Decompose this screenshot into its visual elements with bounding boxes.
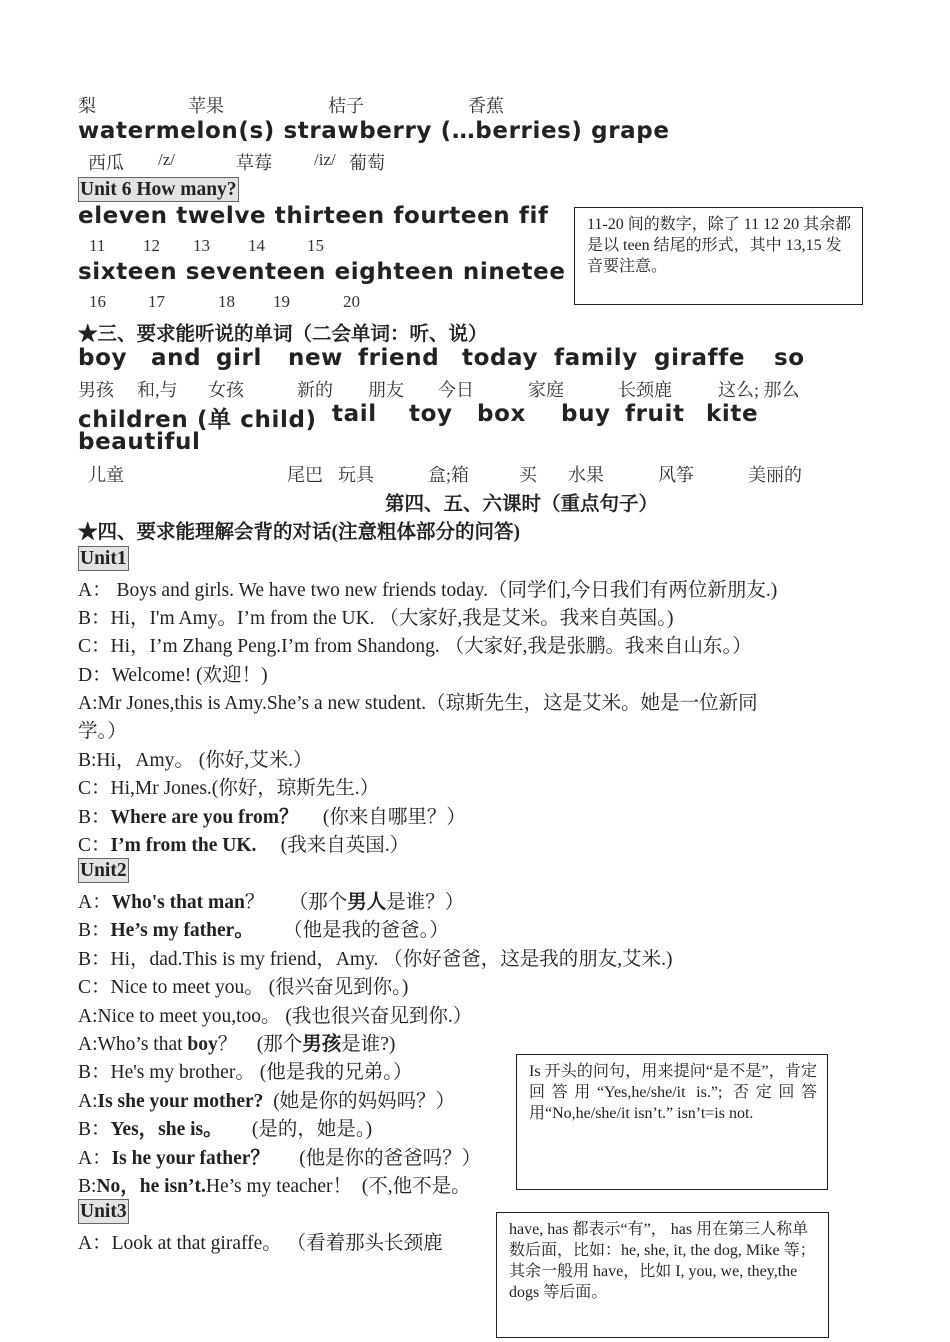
gloss-fruit: 水果	[568, 465, 604, 485]
word-friend: friend	[358, 345, 440, 371]
fruit-gloss-apple: 苹果	[188, 96, 224, 116]
unit2-l10-rest: (他是你的爸爸吗？）	[269, 1148, 482, 1169]
unit1-line-4: D：Welcome! (欢迎！)	[78, 665, 268, 686]
gloss-buy: 买	[519, 465, 537, 485]
word-box: box	[477, 401, 526, 427]
unit2-line-9	[78, 1113, 372, 1141]
unit1-answer-prefix: C：	[78, 835, 111, 856]
unit1-question-prefix: B：	[78, 807, 111, 828]
num-15: 15	[307, 236, 324, 255]
gloss-boy: 男孩	[78, 380, 114, 400]
word-giraffe: giraffe	[654, 345, 746, 371]
gloss-box: 盒;箱	[428, 465, 470, 485]
num-11: 11	[89, 236, 106, 255]
word-tail: tail	[332, 401, 377, 427]
unit2-l9-prefix: B：	[78, 1119, 111, 1140]
unit2-l6-rest2: 是谁?)	[341, 1034, 396, 1055]
gloss-so: 这么; 那么	[718, 380, 800, 400]
unit6-note-box: 11-20 间的数字，除了 11 12 20 其余都是以 teen 结尾的形式，其中 13,15 发音要注意。	[574, 207, 863, 305]
unit2-l8-rest: (她是你的妈妈吗？）	[263, 1091, 456, 1112]
unit1-line-2: B：Hi，I'm Amy。I’m from the UK. （大家好,我是艾米。我来自英国。)	[78, 608, 674, 629]
fruit-gloss-banana: 香蕉	[468, 96, 504, 116]
word-and: and	[151, 345, 202, 371]
fruit-gloss-orange: 桔子	[328, 96, 364, 116]
unit2-l6-bold2: 男孩	[302, 1034, 342, 1055]
gloss-tail: 尾巴	[287, 465, 323, 485]
gloss-toy: 玩具	[338, 465, 374, 485]
fruit-gloss-watermelon: 西瓜	[88, 153, 124, 173]
num-18: 18	[218, 292, 235, 311]
num-12: 12	[143, 236, 160, 255]
phonetic-iz: /iz/	[314, 150, 336, 169]
unit1-question-rest: (你来自哪里？）	[298, 807, 466, 828]
unit3-note-box: have, has 都表示“有”， has 用在第三人称单数后面，比如：he, she, it, the dog, Mike 等；其余一般用 have，比如 I, you, we, they,the dogs 等后面。	[496, 1212, 829, 1338]
unit1-label: Unit1	[80, 548, 127, 569]
word-today: today	[462, 345, 539, 371]
unit2-line-5: A:Nice to meet you,too。 (我也很兴奋见到你.）	[78, 1006, 473, 1027]
unit2-l1-rest: ？ （那个	[244, 892, 348, 913]
word-family: family	[554, 345, 638, 371]
unit2-l6-rest: ？ (那个	[217, 1034, 303, 1055]
unit2-l9-rest: (是的，她是。)	[222, 1119, 373, 1140]
lesson-title: 第四、五、六课时（重点句子）	[385, 494, 659, 515]
unit2-l8-bold: Is she your mother?	[97, 1091, 264, 1112]
num-13: 13	[193, 236, 210, 255]
unit1-line-5: A:Mr Jones,this is Amy.She’s a new student.（琼斯先生，这是艾米。她是一位新同	[78, 693, 758, 714]
unit2-l1-rest2: 是谁？）	[386, 892, 465, 913]
gloss-today: 今日	[438, 380, 474, 400]
unit2-l2-prefix: B：	[78, 920, 111, 941]
unit3-label: Unit3	[80, 1201, 127, 1222]
unit2-line-4: C：Nice to meet you。 (很兴奋见到你。)	[78, 977, 409, 998]
fruit-gloss-strawberry: 草莓	[236, 153, 272, 173]
num-14: 14	[248, 236, 265, 255]
gloss-friend: 朋友	[368, 380, 404, 400]
unit1-answer	[78, 829, 409, 857]
unit2-line-8	[78, 1085, 455, 1113]
fruit-gloss-grape: 葡萄	[349, 153, 385, 173]
fruit-words-line: watermelon(s) strawberry (…berries) grape	[78, 118, 670, 144]
word-buy: buy	[561, 401, 611, 427]
unit2-line-6	[78, 1028, 395, 1056]
gloss-kite: 风筝	[658, 465, 694, 485]
unit6-row2-words: sixteen seventeen eighteen ninetee	[78, 259, 566, 285]
section4-heading: ★四、要求能理解会背的对话(注意粗体部分的问答)	[78, 522, 520, 543]
unit2-line-3: B：Hi，dad.This is my friend，Amy. （你好爸爸，这是我的朋友,艾米.)	[78, 949, 673, 970]
num-16: 16	[89, 292, 106, 311]
unit2-l8-prefix: A:	[78, 1091, 98, 1112]
gloss-beautiful: 美丽的	[748, 465, 802, 485]
word-boy: boy	[78, 345, 128, 371]
unit2-l1-prefix: A：	[78, 892, 112, 913]
word-new: new	[288, 345, 344, 371]
num-19: 19	[273, 292, 290, 311]
unit2-line-11	[78, 1170, 471, 1198]
unit2-l6-bold: boy	[187, 1034, 218, 1055]
unit1-answer-rest: (我来自英国.）	[256, 835, 410, 856]
unit1-question-bold: Where are you from？	[110, 807, 299, 828]
unit2-l10-bold: Is he your father？	[111, 1148, 270, 1169]
unit3-line-1: A：Look at that giraffe。 （看着那头长颈鹿	[78, 1233, 443, 1254]
unit2-l1-bold: Who's that man	[111, 892, 245, 913]
unit6-label: Unit 6 How many?	[80, 179, 237, 200]
unit1-line-6: 学。）	[78, 721, 127, 742]
unit1-line-1: A： Boys and girls. We have two new friends today.（同学们,今日我们有两位新朋友.)	[78, 580, 778, 601]
gloss-girl: 女孩	[208, 380, 244, 400]
unit2-line-1	[78, 886, 464, 914]
gloss-giraffe: 长颈鹿	[618, 380, 672, 400]
unit2-l1-bold2: 男人	[347, 892, 387, 913]
unit1-line-8: C：Hi,Mr Jones.(你好，琼斯先生.）	[78, 778, 380, 799]
gloss-family: 家庭	[528, 380, 564, 400]
num-20: 20	[343, 292, 360, 311]
word-beautiful: beautiful	[78, 429, 201, 455]
word-girl: girl	[216, 345, 262, 371]
word-fruit: fruit	[625, 401, 685, 427]
unit2-label: Unit2	[80, 860, 127, 881]
unit2-line-7: B：He's my brother。 (他是我的兄弟。）	[78, 1062, 413, 1083]
unit6-row1-words: eleven twelve thirteen fourteen fif	[78, 203, 549, 229]
unit2-l11-bold: No，he isn’t.	[96, 1176, 206, 1197]
unit2-line-10	[78, 1142, 481, 1170]
unit2-line-2	[78, 914, 449, 942]
unit2-l11-prefix: B:	[78, 1176, 97, 1197]
unit1-question	[78, 801, 466, 829]
unit2-l11-rest: He’s my teacher！ (不,他不是。	[205, 1176, 471, 1197]
unit2-l2-rest: （他是我的爸爸。）	[253, 920, 449, 941]
unit1-answer-bold: I’m from the UK.	[110, 835, 257, 856]
unit2-l6-prefix: A:Who’s that	[78, 1034, 188, 1055]
num-17: 17	[148, 292, 165, 311]
unit1-line-3: C：Hi，I’m Zhang Peng.I’m from Shandong. （大家好,我是张鹏。我来自山东。）	[78, 636, 752, 657]
gloss-and: 和,与	[137, 380, 178, 400]
word-children: children (单 child)	[78, 407, 317, 433]
unit1-line-7: B:Hi，Amy。 (你好,艾米.）	[78, 750, 313, 771]
fruit-gloss-pear: 梨	[78, 96, 96, 116]
unit2-l9-bold: Yes，she is。	[110, 1119, 223, 1140]
unit2-l10-prefix: A：	[78, 1148, 112, 1169]
word-so: so	[774, 345, 805, 371]
section3-heading: ★三、要求能听说的单词（二会单词：听、说）	[78, 324, 488, 345]
word-toy: toy	[409, 401, 453, 427]
unit2-note-box: Is 开头的问句，用来提问“是不是”，肯定回答用“Yes,he/she/it is.”; 否定回答用“No,he/she/it isn’t.” isn’t=is not.	[516, 1054, 828, 1190]
unit2-l2-bold: He’s my father。	[110, 920, 254, 941]
gloss-children: 儿童	[88, 465, 124, 485]
phonetic-z: /z/	[158, 150, 175, 169]
word-kite: kite	[706, 401, 759, 427]
gloss-new: 新的	[297, 380, 333, 400]
